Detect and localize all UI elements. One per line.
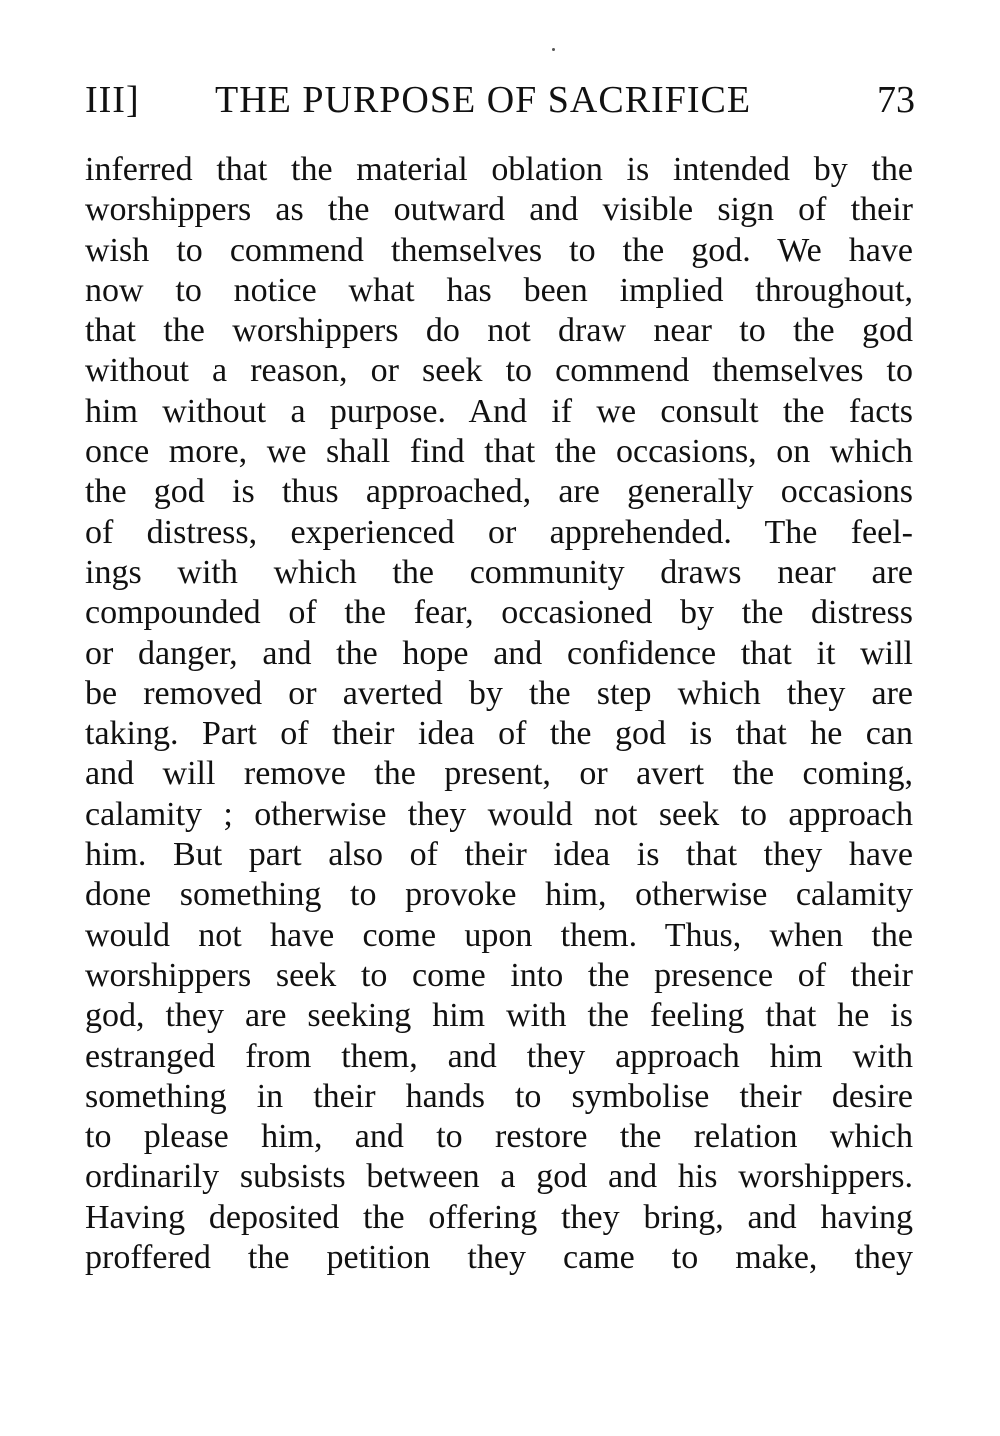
text-line: without a reason, or seek to commend themselves to <box>85 352 913 390</box>
running-head <box>85 78 915 122</box>
text-line: done something to provoke him, otherwise calamity <box>85 876 913 914</box>
text-line: him without a purpose. And if we consult the facts <box>85 392 913 430</box>
text-line: calamity ; otherwise they would not seek to approach <box>85 795 913 833</box>
text-line: would not have come upon them. Thus, when the <box>85 916 913 954</box>
text-line: him. But part also of their idea is that they have <box>85 836 913 874</box>
text-line: be removed or averted by the step which they are <box>85 674 913 712</box>
text-line: of distress, experienced or apprehended. The feel- <box>85 513 913 551</box>
text-line: that the worshippers do not draw near to the god <box>85 312 913 350</box>
text-line: or danger, and the hope and confidence that it will <box>85 634 913 672</box>
text-line: now to notice what has been implied throughout, <box>85 271 913 309</box>
text-line: proffered the petition they came to make, they <box>85 1239 913 1277</box>
text-line: god, they are seeking him with the feeling that he is <box>85 997 913 1035</box>
text-line: and will remove the present, or avert the coming, <box>85 755 913 793</box>
text-line: to please him, and to restore the relation which <box>85 1118 913 1156</box>
chapter-marker: III] <box>85 79 140 121</box>
text-line: ordinarily subsists between a god and his worshippers. <box>85 1158 913 1196</box>
text-line: taking. Part of their idea of the god is that he can <box>85 715 913 753</box>
page-number: 73 <box>877 79 915 121</box>
text-line: worshippers seek to come into the presence of their <box>85 956 913 994</box>
text-line: ings with which the community draws near are <box>85 553 913 591</box>
text-line: once more, we shall find that the occasions, on which <box>85 433 913 471</box>
text-line: something in their hands to symbolise their desire <box>85 1077 913 1115</box>
text-line: inferred that the material oblation is intended by the <box>85 151 913 188</box>
text-line: Having deposited the offering they bring, and having <box>85 1198 913 1236</box>
text-line: the god is thus approached, are generally occasions <box>85 473 913 511</box>
text-line: compounded of the fear, occasioned by the distress <box>85 594 913 632</box>
text-line: wish to commend themselves to the god. We have <box>85 231 913 269</box>
text-line: worshippers as the outward and visible sign of their <box>85 191 913 229</box>
print-speck <box>552 48 555 51</box>
text-line: estranged from them, and they approach him with <box>85 1037 913 1075</box>
page-title: THE PURPOSE OF SACRIFICE <box>215 79 752 121</box>
body-text <box>85 150 913 1278</box>
